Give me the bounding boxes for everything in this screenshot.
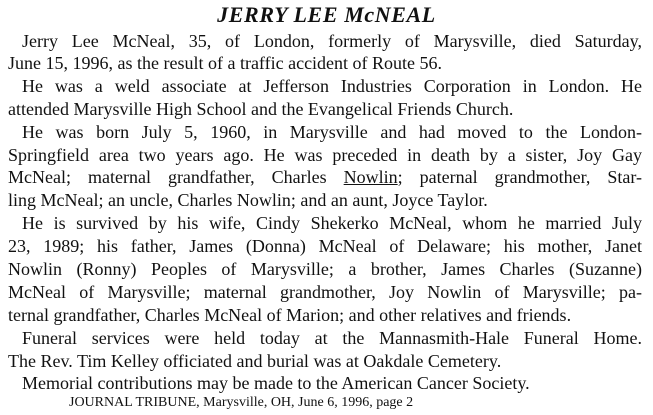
obituary-line: He was born July 5, 1960, in Marysville and had moved to the London-: [22, 122, 642, 142]
obituary-line: Funeral services were held today at the Mannasmith-Hale Funeral Home.: [22, 328, 642, 348]
obituary-line: attended Marysville High School and the Evangelical Friends Church.: [8, 99, 514, 119]
obituary-line: He was a weld associate at Jefferson Industries Corporation in London. He: [22, 76, 642, 96]
obituary-line: Nowlin (Ronny) Peoples of Marysville; a brother, James Charles (Suzanne): [8, 259, 642, 279]
underlined-word: Nowlin: [343, 167, 398, 187]
obituary-line: [8, 166, 642, 188]
obituary-line: 23, 1989; his father, James (Donna) McNeal of Delaware; his mother, Janet: [8, 236, 642, 256]
obituary-line: The Rev. Tim Kelley officiated and burial was at Oakdale Cemetery.: [8, 351, 502, 371]
obituary-line: Memorial contributions may be made to the American Cancer Society.: [22, 373, 530, 393]
source-caption: JOURNAL TRIBUNE, Marysville, OH, June 6, 1996, page 2: [69, 395, 414, 410]
nowlin-underlined-line-text: McNeal; maternal grandfather, Charles Nowlin; paternal grandmother, Star-: [8, 167, 642, 187]
obituary-line: Jerry Lee McNeal, 35, of London, formerly of Marysville, died Saturday,: [22, 31, 642, 51]
obituary-line: McNeal of Marysville; maternal grandmother, Joy Nowlin of Marysville; pa-: [8, 282, 642, 302]
obituary-line: Springfield area two years ago. He was preceded in death by a sister, Joy Gay: [8, 145, 642, 165]
obituary-line: ternal grandfather, Charles McNeal of Marion; and other relatives and friends.: [8, 305, 572, 325]
obituary-line: June 15, 1996, as the result of a traffic accident of Route 56.: [8, 53, 443, 73]
obituary-headline: JERRY LEE McNEAL: [217, 2, 436, 27]
obituary-line: ling McNeal; an uncle, Charles Nowlin; and an aunt, Joyce Taylor.: [8, 190, 488, 210]
obituary-line: He is survived by his wife, Cindy Shekerko McNeal, whom he married July: [22, 213, 642, 233]
